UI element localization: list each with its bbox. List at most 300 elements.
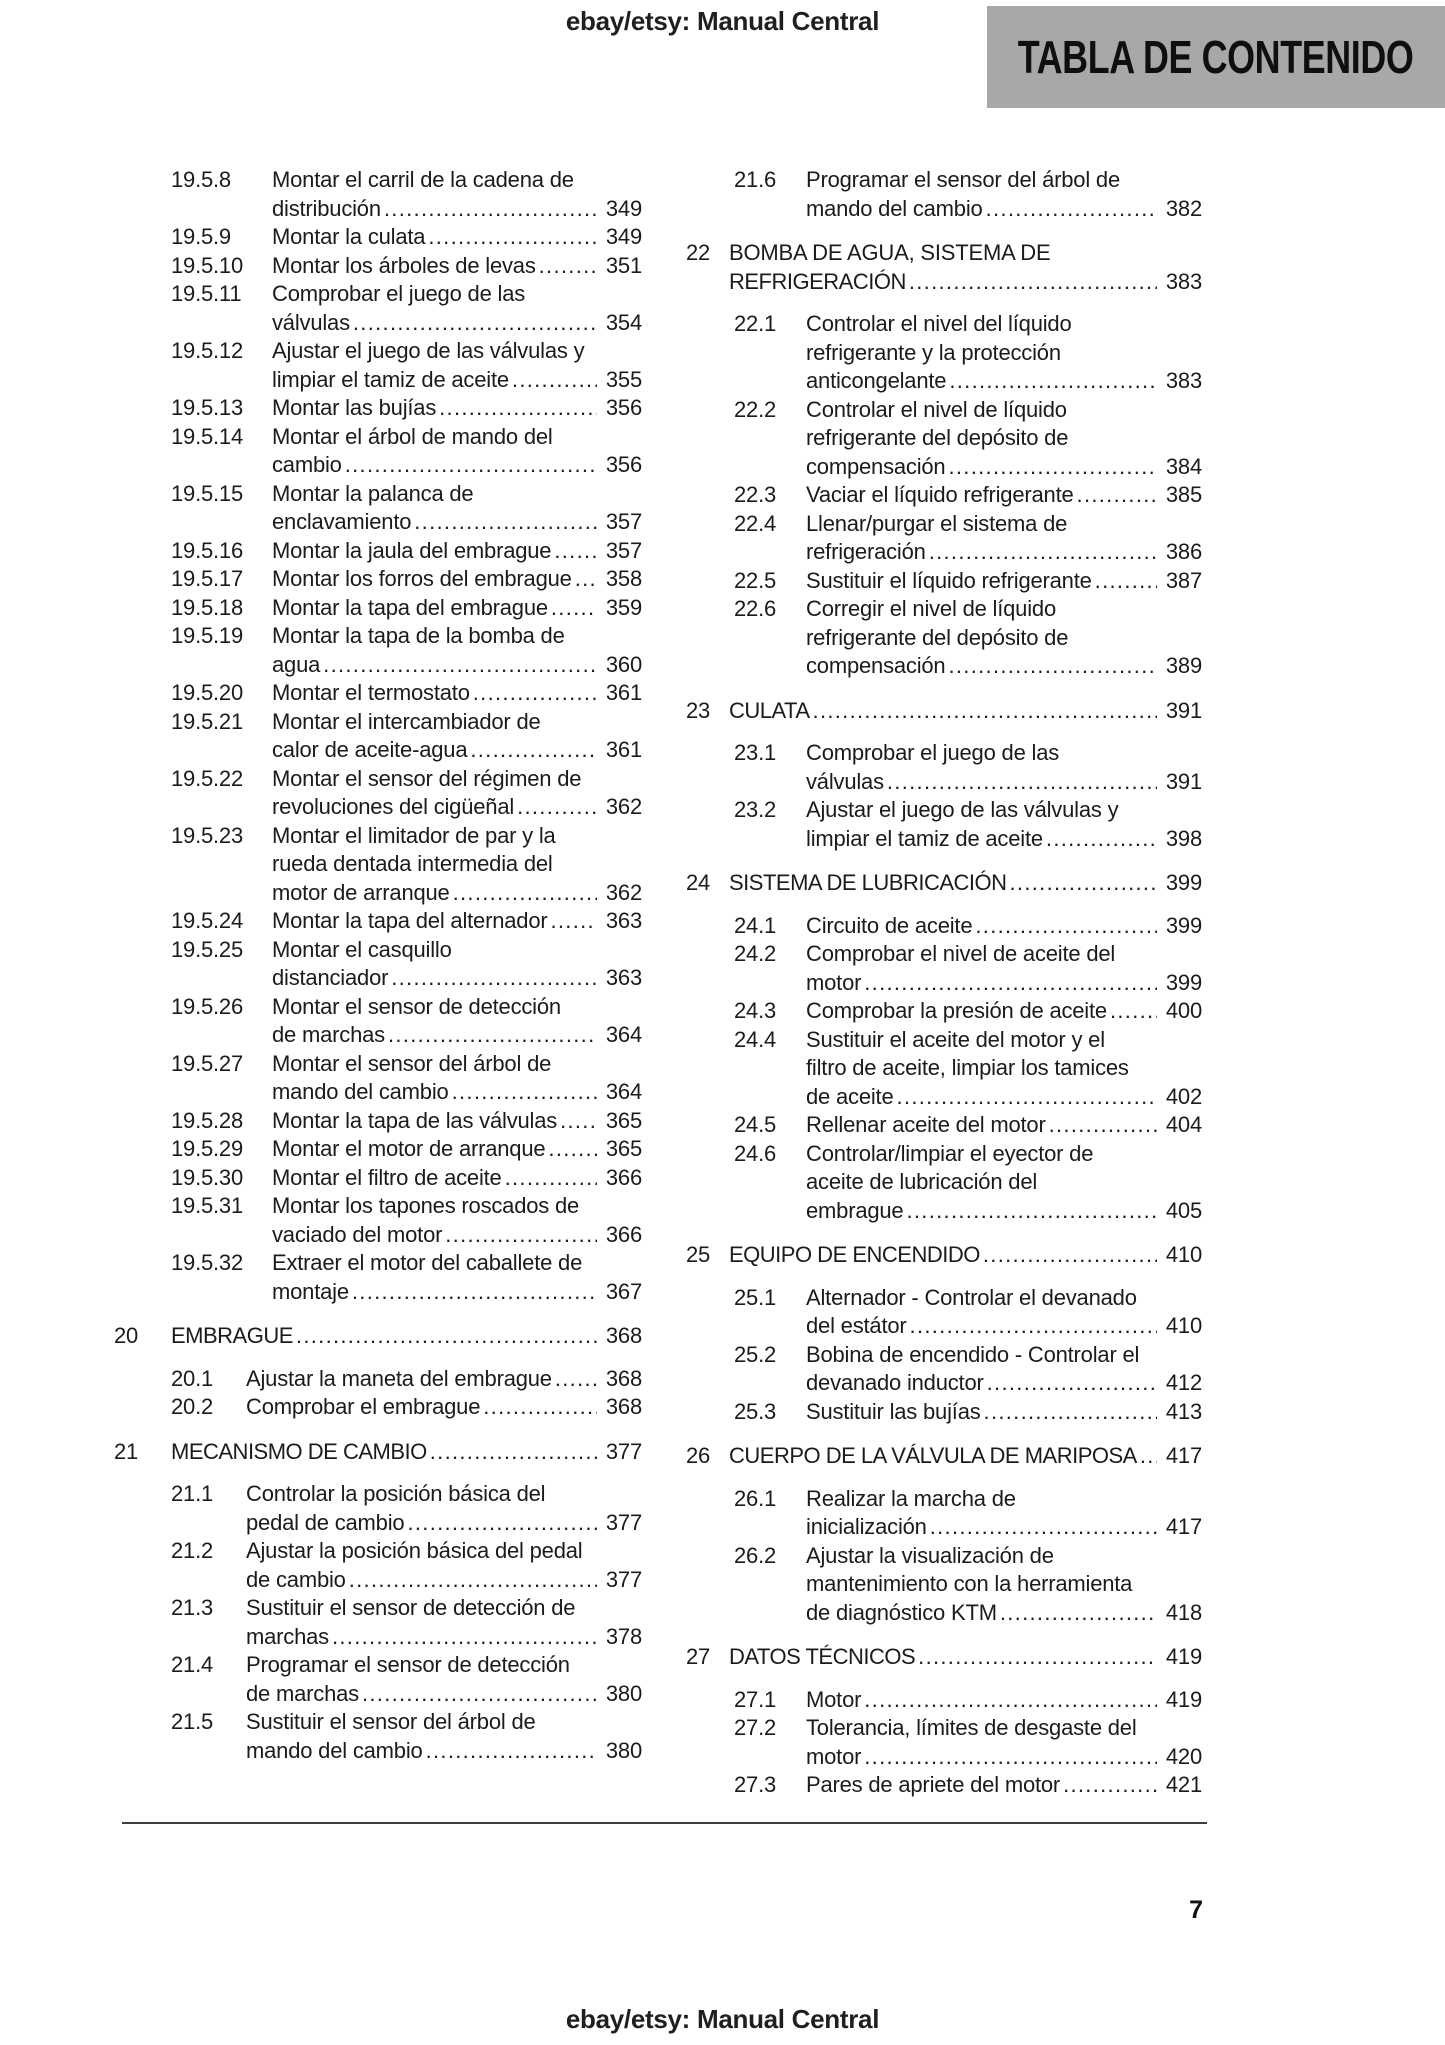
toc-item-entry <box>114 993 642 1050</box>
entry-title-line: Comprobar el juego de las <box>806 740 1060 765</box>
entry-page-number: 419 <box>1165 1686 1202 1712</box>
entry-title-line: Programar el sensor de detección <box>246 1652 570 1677</box>
toc-item-entry <box>114 1594 642 1651</box>
entry-page-number: 363 <box>605 908 642 933</box>
entry-title-line <box>806 1197 1202 1226</box>
entry-page-number: 398 <box>1165 825 1202 851</box>
entry-title-line <box>806 825 1202 854</box>
entry-page-number: 385 <box>1165 482 1202 507</box>
entry-number: 24.4 <box>734 1026 777 1052</box>
entry-title-line <box>272 565 642 594</box>
toc-right-column <box>686 166 1202 1800</box>
entry-number: 21.4 <box>171 1652 214 1677</box>
entry-number: 22.6 <box>734 596 777 621</box>
entry-title-line <box>272 1278 642 1307</box>
entry-page-number: 366 <box>605 1164 642 1190</box>
dot-leader <box>910 1312 1157 1341</box>
entry-number: 21 <box>114 1438 139 1464</box>
entry-title-line <box>246 1365 642 1394</box>
entry-title-text: marchas <box>246 1623 329 1649</box>
entry-title-line: Montar el limitador de par y la <box>272 822 556 848</box>
toc-item-entry <box>114 765 642 822</box>
entry-number: 19.5.15 <box>171 480 244 506</box>
toc-item-entry <box>114 280 642 337</box>
entry-number: 26 <box>686 1443 711 1468</box>
entry-title-line <box>171 1438 642 1467</box>
toc-item-entry <box>686 1140 1202 1226</box>
entry-title-line <box>272 879 642 908</box>
toc-item-entry <box>686 481 1202 510</box>
entry-number: 25 <box>686 1242 711 1267</box>
dot-leader <box>930 1513 1157 1542</box>
entry-title-line <box>806 912 1202 941</box>
toc-item-entry <box>114 1537 642 1594</box>
entry-title-text: Vaciar el líquido refrigerante <box>806 482 1074 507</box>
entry-number: 24.5 <box>734 1112 777 1137</box>
entry-title-line <box>806 1111 1202 1140</box>
entry-page-number: 349 <box>605 224 642 249</box>
dot-leader <box>1000 1599 1157 1628</box>
entry-title-text: REFRIGERACIÓN <box>729 268 906 294</box>
entry-title-line <box>272 195 642 224</box>
entry-page-number: 402 <box>1165 1083 1202 1109</box>
entry-title-line: mantenimiento con la herramienta <box>806 1571 1133 1596</box>
entry-title-text: Montar los forros del embrague <box>272 566 572 591</box>
entry-title-line <box>272 537 642 566</box>
toc-item-entry <box>114 1107 642 1136</box>
toc-item-entry <box>686 1485 1202 1542</box>
entry-page-number: 362 <box>605 879 642 905</box>
entry-title-block <box>246 1708 642 1765</box>
entry-number: 23.2 <box>734 797 777 822</box>
dot-leader <box>517 793 597 822</box>
toc-item-entry <box>686 940 1202 997</box>
entry-page-number: 361 <box>605 680 642 705</box>
dot-leader <box>987 1369 1157 1398</box>
entry-page-number: 421 <box>1165 1772 1202 1797</box>
entry-title-text: mando del cambio <box>272 1079 449 1104</box>
toc-item-entry <box>114 679 642 708</box>
toc-item-entry <box>114 708 642 765</box>
entry-page-number: 399 <box>1165 912 1202 938</box>
dot-leader <box>296 1322 597 1351</box>
entry-title-line: Llenar/purgar el sistema de <box>806 510 1068 536</box>
toc-chapter-entry <box>114 1438 642 1467</box>
entry-title-line: Controlar el nivel del líquido <box>806 311 1072 336</box>
entry-page-number: 358 <box>605 566 642 591</box>
entry-page-number: 360 <box>605 651 642 677</box>
toc-item-entry <box>686 912 1202 941</box>
dot-leader <box>407 1509 596 1538</box>
entry-title-block <box>246 1537 642 1594</box>
entry-title-block <box>272 394 642 423</box>
entry-title-text: compensación <box>806 453 946 479</box>
entry-title-block <box>729 1241 1202 1270</box>
entry-title-line <box>806 567 1202 596</box>
entry-title-line <box>806 195 1202 224</box>
entry-number: 26.1 <box>734 1485 777 1511</box>
toc-item-entry <box>686 1111 1202 1140</box>
entry-title-text: revoluciones del cigüeñal <box>272 794 515 819</box>
entry-title-line: Ajustar la posición básica del pedal <box>246 1538 583 1563</box>
toc-item-entry <box>686 396 1202 482</box>
toc-item-entry <box>686 1542 1202 1628</box>
entry-title-line <box>806 969 1202 998</box>
entry-number: 27 <box>686 1644 711 1669</box>
entry-title-text: SISTEMA DE LUBRICACIÓN <box>729 870 1007 895</box>
entry-title-text: DATOS TÉCNICOS <box>729 1644 916 1669</box>
entry-title-line <box>806 481 1202 510</box>
dot-leader <box>388 1021 597 1050</box>
entry-title-text: inicialización <box>806 1514 927 1539</box>
entry-number: 22.3 <box>734 482 777 507</box>
toc-item-entry <box>686 310 1202 396</box>
dot-leader <box>555 1365 597 1394</box>
entry-number: 22.1 <box>734 311 777 336</box>
entry-number: 19.5.26 <box>171 993 244 1019</box>
toc-item-entry <box>686 1284 1202 1341</box>
dot-leader <box>473 679 597 708</box>
entry-title-line: Controlar el nivel de líquido <box>806 396 1067 422</box>
entry-title-line <box>272 394 642 423</box>
entry-title-text: MECANISMO DE CAMBIO <box>171 1438 427 1464</box>
entry-title-line: Montar la tapa de la bomba de <box>272 623 565 648</box>
entry-title-block <box>246 1393 642 1422</box>
entry-page-number: 378 <box>605 1623 642 1649</box>
entry-title-line: Montar el sensor del árbol de <box>272 1050 552 1076</box>
entry-title-block <box>806 595 1202 681</box>
entry-page-number: 383 <box>1165 368 1202 393</box>
entry-title-line <box>806 997 1202 1026</box>
entry-number: 25.1 <box>734 1284 777 1310</box>
dot-leader <box>918 1643 1157 1672</box>
entry-page-number: 417 <box>1165 1514 1202 1539</box>
entry-title-block <box>806 796 1202 853</box>
page-number: 7 <box>1189 1896 1203 1924</box>
entry-title-text: Montar la tapa del alternador <box>272 908 548 933</box>
entry-page-number: 365 <box>605 1136 642 1161</box>
entry-title-line: Controlar/limpiar el eyector de <box>806 1140 1094 1166</box>
toc-chapter-entry <box>686 1241 1202 1270</box>
dot-leader <box>1049 1111 1157 1140</box>
entry-page-number: 382 <box>1165 195 1202 221</box>
entry-title-line <box>246 1393 642 1422</box>
entry-page-number: 356 <box>605 452 642 477</box>
toc-item-entry <box>114 907 642 936</box>
entry-title-block <box>806 567 1202 596</box>
entry-page-number: 404 <box>1165 1112 1202 1137</box>
entry-title-block <box>272 594 642 623</box>
entry-title-block <box>272 1050 642 1107</box>
entry-title-block <box>246 1651 642 1708</box>
toc-chapter-entry <box>686 1442 1202 1471</box>
entry-title-block <box>246 1365 642 1394</box>
entry-title-block <box>272 565 642 594</box>
entry-title-line: aceite de lubricación del <box>806 1169 1038 1194</box>
entry-title-line <box>246 1680 642 1709</box>
entry-title-block <box>806 1026 1202 1112</box>
toc-item-entry <box>686 739 1202 796</box>
toc-item-entry <box>686 1771 1202 1800</box>
entry-number: 19.5.23 <box>171 822 244 848</box>
entry-number: 19.5.29 <box>171 1136 244 1161</box>
entry-title-block <box>272 166 642 223</box>
entry-title-block <box>806 481 1202 510</box>
entry-title-line <box>272 1078 642 1107</box>
toc-item-entry <box>114 1480 642 1537</box>
dot-leader <box>984 1398 1157 1427</box>
entry-title-text: Montar la culata <box>272 224 426 249</box>
toc-item-entry <box>114 822 642 908</box>
entry-title-block <box>806 1140 1202 1226</box>
entry-title-text: vaciado del motor <box>272 1221 443 1247</box>
entry-number: 19.5.31 <box>171 1193 244 1218</box>
entry-number: 20 <box>114 1323 139 1348</box>
entry-number: 21.2 <box>171 1538 214 1563</box>
entry-title-block <box>272 1107 642 1136</box>
entry-title-text: Montar el motor de arranque <box>272 1136 546 1161</box>
entry-title-text: válvulas <box>806 768 884 794</box>
dot-leader <box>483 1393 597 1422</box>
dot-leader <box>948 453 1156 482</box>
entry-number: 19.5.11 <box>171 281 242 306</box>
entry-number: 19.5.19 <box>171 623 244 648</box>
entry-title-line <box>272 1135 642 1164</box>
entry-number: 22.2 <box>734 396 777 422</box>
dot-leader <box>864 969 1157 998</box>
entry-title-block <box>272 993 642 1050</box>
entry-page-number: 377 <box>605 1438 642 1464</box>
entry-title-line: Programar el sensor del árbol de <box>806 167 1120 192</box>
entry-title-line <box>806 1369 1202 1398</box>
entry-title-line <box>272 252 642 281</box>
entry-title-block <box>729 239 1202 296</box>
entry-page-number: 366 <box>605 1221 642 1247</box>
dot-leader <box>426 1737 597 1766</box>
entry-title-line <box>272 309 642 338</box>
dot-leader <box>1110 997 1157 1026</box>
entry-title-line: Comprobar el nivel de aceite del <box>806 941 1116 966</box>
entry-title-block <box>171 1322 642 1351</box>
entry-title-text: Sustituir el líquido refrigerante <box>806 567 1092 593</box>
entry-title-line <box>272 964 642 993</box>
entry-page-number: 405 <box>1165 1197 1202 1223</box>
entry-title-text: montaje <box>272 1278 349 1304</box>
entry-page-number: 364 <box>605 1022 642 1047</box>
dot-leader <box>1095 567 1157 596</box>
dot-leader <box>948 652 1156 681</box>
dot-leader <box>391 964 597 993</box>
entry-title-line <box>272 651 642 680</box>
entry-title-line <box>806 1083 1202 1112</box>
entry-title-line <box>272 1164 642 1193</box>
toc-chapter-entry <box>114 1322 642 1351</box>
entry-title-text: de cambio <box>246 1566 346 1592</box>
entry-number: 27.1 <box>734 1686 777 1712</box>
entry-page-number: 386 <box>1165 539 1202 564</box>
entry-title-text: de marchas <box>272 1022 385 1047</box>
entry-page-number: 410 <box>1165 1242 1202 1267</box>
entry-number: 19.5.18 <box>171 594 244 620</box>
toc-item-entry <box>686 1341 1202 1398</box>
dot-leader <box>975 912 1157 941</box>
toc-item-entry <box>686 1714 1202 1771</box>
entry-number: 19.5.8 <box>171 167 231 192</box>
entry-page-number: 354 <box>605 309 642 335</box>
toc-chapter-entry <box>686 239 1202 296</box>
entry-number: 23 <box>686 697 711 723</box>
entry-title-line <box>246 1566 642 1595</box>
page-title: TABLA DE CONTENIDO <box>1018 31 1414 83</box>
entry-title-line: Alternador - Controlar el devanado <box>806 1284 1137 1310</box>
entry-number: 19.5.12 <box>171 338 244 363</box>
entry-page-number: 359 <box>605 594 642 620</box>
dot-leader <box>897 1083 1157 1112</box>
entry-title-text: Comprobar la presión de aceite <box>806 998 1107 1023</box>
entry-number: 19.5.20 <box>171 680 244 705</box>
toc-chapter-entry <box>686 697 1202 726</box>
entry-page-number: 419 <box>1165 1644 1202 1669</box>
entry-title-line: Ajustar la visualización de <box>806 1542 1054 1568</box>
toc-item-entry <box>114 622 642 679</box>
entry-title-block <box>272 765 642 822</box>
entry-page-number: 368 <box>605 1394 642 1419</box>
page-title-banner <box>987 6 1445 108</box>
entry-number: 19.5.22 <box>171 765 244 791</box>
entry-title-line <box>171 1322 642 1351</box>
toc-item-entry <box>114 394 642 423</box>
dot-leader <box>909 268 1157 297</box>
entry-title-text: de aceite <box>806 1083 894 1109</box>
entry-title-line <box>729 697 1202 726</box>
entry-title-text: mando del cambio <box>806 195 983 221</box>
entry-page-number: 387 <box>1165 567 1202 593</box>
entry-title-line <box>806 1686 1202 1715</box>
entry-title-line <box>272 1221 642 1250</box>
entry-title-text: compensación <box>806 653 946 678</box>
toc-item-entry <box>686 1026 1202 1112</box>
entry-title-line <box>272 736 642 765</box>
toc-item-entry <box>114 936 642 993</box>
entry-title-block <box>806 1398 1202 1427</box>
entry-title-block <box>806 739 1202 796</box>
dot-leader <box>505 1164 597 1193</box>
footer-divider-line <box>122 1822 1207 1824</box>
entry-title-line: refrigerante del depósito de <box>806 624 1069 650</box>
entry-title-text: distanciador <box>272 965 389 990</box>
entry-title-text: Ajustar la maneta del embrague <box>246 1365 552 1391</box>
entry-title-line <box>272 594 642 623</box>
entry-page-number: 351 <box>605 252 642 278</box>
entry-title-text: CULATA <box>729 697 810 723</box>
dot-leader <box>551 594 597 623</box>
entry-number: 19.5.25 <box>171 936 244 962</box>
entry-title-block <box>806 1341 1202 1398</box>
entry-page-number: 357 <box>605 537 642 563</box>
entry-title-text: Montar los árboles de levas <box>272 252 536 278</box>
dot-leader <box>445 1221 597 1250</box>
entry-page-number: 391 <box>1165 697 1202 723</box>
entry-title-text: anticongelante <box>806 368 947 393</box>
entry-title-text: devanado inductor <box>806 1370 984 1395</box>
entry-page-number: 380 <box>605 1680 642 1706</box>
toc-item-entry <box>686 1686 1202 1715</box>
entry-title-block <box>729 1643 1202 1672</box>
entry-page-number: 362 <box>605 794 642 819</box>
entry-page-number: 412 <box>1165 1370 1202 1395</box>
entry-title-block <box>272 1135 642 1164</box>
entry-title-line <box>246 1509 642 1538</box>
entry-number: 19.5.28 <box>171 1107 244 1133</box>
entry-title-line <box>272 451 642 480</box>
entry-title-block <box>246 1594 642 1651</box>
entry-number: 22.5 <box>734 567 777 593</box>
toc-item-entry <box>114 337 642 394</box>
entry-page-number: 384 <box>1165 453 1202 479</box>
toc-item-entry <box>114 1192 642 1249</box>
entry-title-line <box>272 366 642 395</box>
entry-title-line: Sustituir el sensor de detección de <box>246 1595 576 1620</box>
dot-leader <box>1063 1771 1157 1800</box>
toc-item-entry <box>114 1249 642 1306</box>
entry-page-number: 418 <box>1165 1599 1202 1625</box>
toc-item-entry <box>686 567 1202 596</box>
entry-title-line <box>806 1398 1202 1427</box>
entry-title-block <box>806 1485 1202 1542</box>
entry-page-number: 357 <box>605 509 642 534</box>
toc-item-entry <box>686 510 1202 567</box>
dot-leader <box>1140 1442 1157 1471</box>
entry-title-block <box>272 480 642 537</box>
entry-number: 21.3 <box>171 1595 214 1620</box>
dot-leader <box>929 538 1157 567</box>
entry-page-number: 400 <box>1165 998 1202 1023</box>
entry-title-line <box>806 538 1202 567</box>
entry-title-text: motor <box>806 1743 862 1769</box>
entry-page-number: 355 <box>605 366 642 392</box>
entry-number: 27.2 <box>734 1715 777 1740</box>
dot-leader <box>323 651 597 680</box>
entry-number: 26.2 <box>734 1542 777 1568</box>
entry-title-text: agua <box>272 651 321 677</box>
entry-number: 19.5.10 <box>171 252 244 278</box>
toc-item-entry <box>686 997 1202 1026</box>
entry-title-line: Montar los tapones roscados de <box>272 1193 580 1218</box>
entry-title-line: Montar el sensor del régimen de <box>272 765 582 791</box>
entry-title-line: Montar el intercambiador de <box>272 708 541 734</box>
entry-page-number: 380 <box>605 1737 642 1763</box>
toc-left-column <box>114 166 642 1765</box>
entry-title-text: Rellenar aceite del motor <box>806 1112 1046 1137</box>
toc-item-entry <box>686 166 1202 223</box>
entry-title-line: Montar la palanca de <box>272 480 474 506</box>
entry-title-line <box>272 223 642 252</box>
entry-title-block <box>272 537 642 566</box>
dot-leader <box>349 1566 597 1595</box>
toc-item-entry <box>114 166 642 223</box>
entry-number: 19.5.21 <box>171 708 244 734</box>
entry-title-line <box>806 652 1202 681</box>
entry-page-number: 368 <box>605 1365 642 1391</box>
entry-title-block <box>806 1686 1202 1715</box>
entry-title-line: Sustituir el aceite del motor y el <box>806 1026 1105 1052</box>
entry-title-line <box>806 768 1202 797</box>
dot-leader <box>428 223 597 252</box>
dot-leader <box>550 907 596 936</box>
entry-page-number: 413 <box>1165 1398 1202 1424</box>
entry-number: 21.5 <box>171 1709 214 1734</box>
entry-page-number: 356 <box>605 395 642 420</box>
